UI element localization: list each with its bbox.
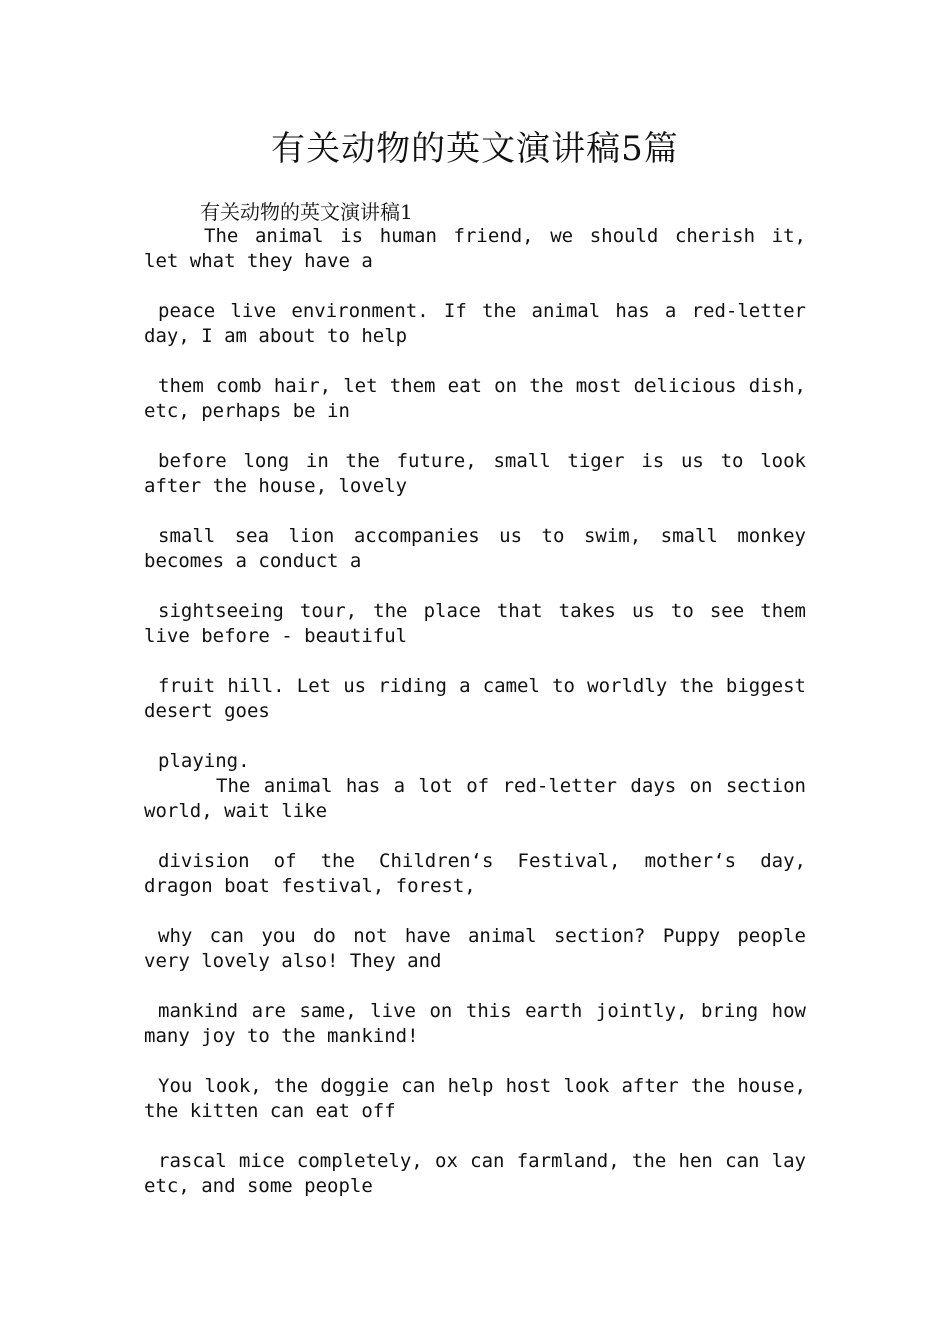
paragraph-line: why can you do not have animal section? Puppy people very lovely also! They and	[144, 925, 806, 972]
paragraph-line: before long in the future, small tiger is us to look after the house, lovely	[144, 450, 806, 497]
paragraph-line: peace live environment. If the animal has a red-letter day, I am about to help	[144, 300, 806, 347]
paragraph-line: division of the Children‘s Festival, mother‘s day, dragon boat festival, forest,	[144, 850, 806, 897]
paragraph-line: fruit hill. Let us riding a camel to worldly the biggest desert goes	[144, 675, 806, 722]
paragraph-line: playing.	[158, 750, 250, 772]
paragraph-line: The animal has a lot of red-letter days on section world, wait like	[144, 775, 806, 822]
document-body	[144, 224, 806, 1199]
paragraph-line: them comb hair, let them eat on the most delicious dish, etc, perhaps be in	[144, 375, 806, 422]
section-heading: 有关动物的英文演讲稿1	[200, 200, 413, 224]
paragraph-line: The animal is human friend, we should cherish it, let what they have a	[144, 225, 806, 272]
paragraph-line: small sea lion accompanies us to swim, small monkey becomes a conduct a	[144, 525, 806, 572]
paragraph-line: rascal mice completely, ox can farmland, the hen can lay etc, and some people	[144, 1150, 806, 1197]
paragraph-line: sightseeing tour, the place that takes us to see them live before - beautiful	[144, 600, 806, 647]
paragraph-line: You look, the doggie can help host look after the house, the kitten can eat off	[144, 1075, 806, 1122]
document-title: 有关动物的英文演讲稿5篇	[271, 129, 679, 169]
paragraph-line: mankind are same, live on this earth jointly, bring how many joy to the mankind!	[144, 1000, 806, 1047]
